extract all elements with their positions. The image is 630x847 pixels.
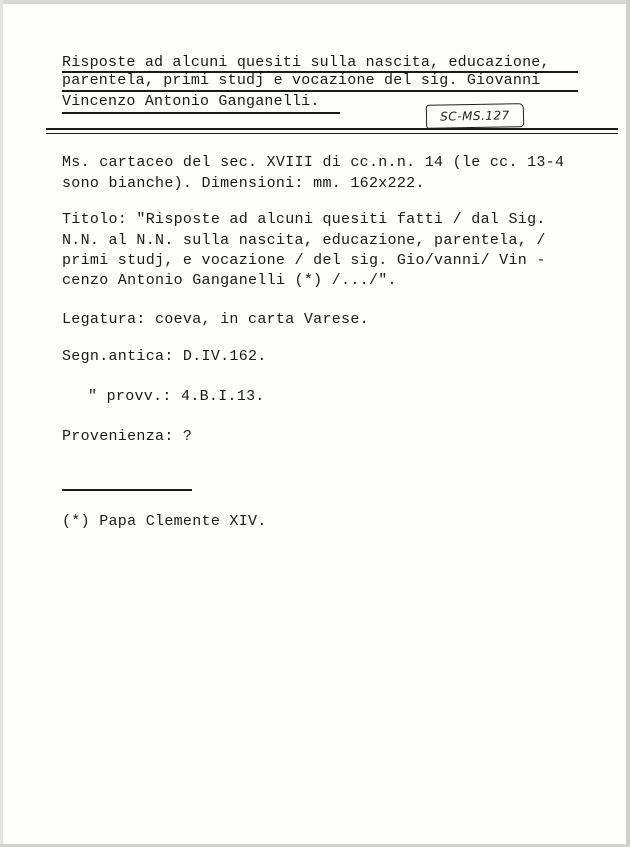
title-line-4: cenzo Antonio Ganganelli (*) /.../". [62,272,397,289]
binding-line: Legatura: coeva, in carta Varese. [62,311,369,328]
heading-underline-2 [62,90,578,92]
heading-line-2: parentela, primi studj e vocazione del sig. Giovanni [62,72,541,89]
title-line-2: N.N. al N.N. sulla nascita, educazione, parentela, / [62,232,546,249]
heading-line-3: Vincenzo Antonio Ganganelli. [62,93,320,110]
header-rule-thick [46,128,618,130]
heading-underline-3 [62,112,340,114]
title-line-1: Titolo: "Risposte ad alcuni quesiti fatti / dal Sig. [62,211,546,228]
shelfmark-stamp: SC-MS.127 [426,103,524,129]
description-line-2: sono bianche). Dimensioni: mm. 162x222. [62,175,425,192]
footnote-separator [62,489,192,491]
header-rule-thin [46,133,618,134]
scan-edge-top [0,0,630,4]
heading-line-1: Risposte ad alcuni quesiti sulla nascita, educazione, [62,54,550,71]
description-line-1: Ms. cartaceo del sec. XVIII di cc.n.n. 14 (le cc. 13-4 [62,154,565,171]
old-signature-line: Segn.antica: D.IV.162. [62,348,267,365]
provisional-signature-line: " provv.: 4.B.I.13. [88,388,265,405]
footnote-line: (*) Papa Clemente XIV. [62,513,267,530]
scan-edge-left [0,0,3,847]
title-line-3: primi studj, e vocazione / del sig. Gio/vanni/ Vin - [62,252,546,269]
provenance-line: Provenienza: ? [62,428,193,445]
scan-edge-right [626,0,630,847]
